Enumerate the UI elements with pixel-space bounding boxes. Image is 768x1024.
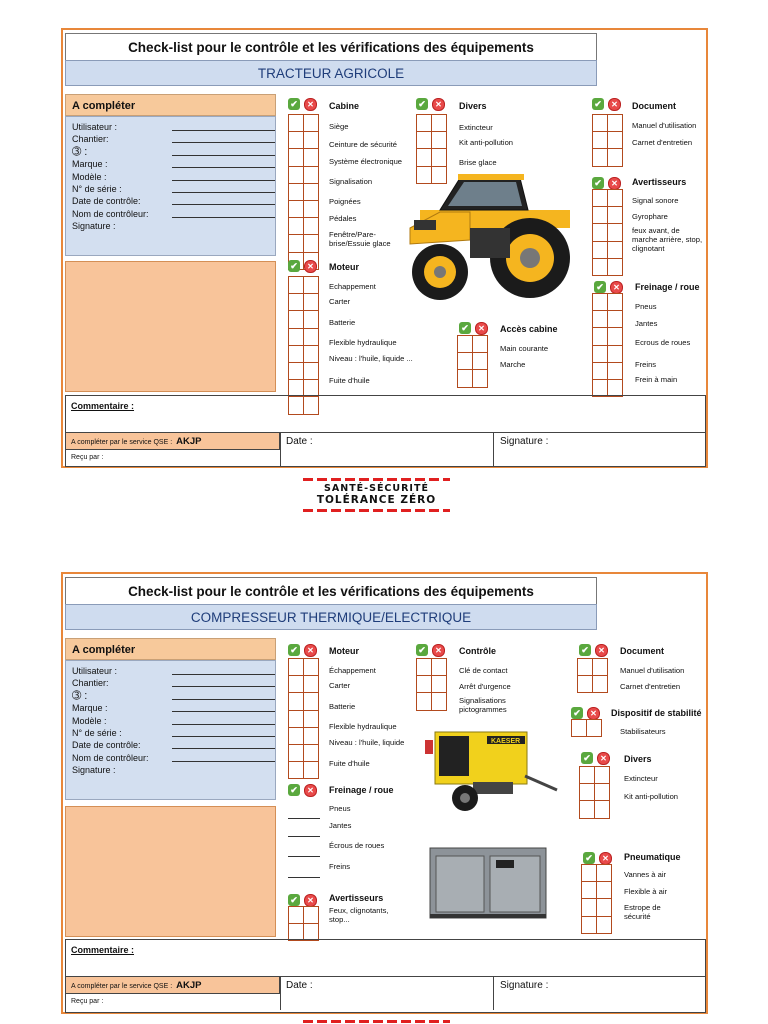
logo-line1: SANTÉ-SÉCURITÉ bbox=[324, 483, 429, 494]
field-modele[interactable]: Modèle : bbox=[72, 715, 275, 727]
freinage-item: Frein à main bbox=[635, 375, 678, 384]
cabine-item: Pédales bbox=[329, 214, 357, 223]
field-circled-3[interactable]: ➂ : bbox=[72, 146, 275, 158]
freinage-line[interactable] bbox=[288, 836, 320, 837]
moteur-item: Batterie bbox=[329, 702, 356, 711]
moteur-ok-nok bbox=[288, 260, 317, 273]
field-chantier[interactable]: Chantier: bbox=[72, 677, 275, 689]
moteur-item: Echappement bbox=[329, 282, 376, 291]
divers-item: Brise glace bbox=[459, 158, 497, 167]
document-title: Document bbox=[620, 646, 665, 656]
check-icon: ✔ bbox=[592, 98, 604, 110]
form-title: Check-list pour le contrôle et les vérifications des équipements bbox=[65, 577, 597, 605]
document-grid[interactable] bbox=[592, 114, 623, 167]
check-icon: ✔ bbox=[416, 644, 428, 656]
avertisseurs-title: Avertisseurs bbox=[329, 893, 384, 903]
date-label[interactable]: Date : bbox=[286, 980, 313, 991]
divers-item: Kit anti-pollution bbox=[624, 792, 679, 801]
freinage-item: Pneus bbox=[329, 804, 351, 813]
avertisseurs-title: Avertisseurs bbox=[632, 177, 687, 187]
form-title: Check-list pour le contrôle et les vérifications des équipements bbox=[65, 33, 597, 61]
check-icon: ✔ bbox=[288, 260, 300, 272]
check-icon: ✔ bbox=[288, 98, 300, 110]
acces-item: Marche bbox=[500, 360, 526, 369]
field-date-controle[interactable]: Date de contrôle: bbox=[72, 739, 275, 751]
freinage-item: Écrous de roues bbox=[329, 841, 385, 850]
stabilite-grid[interactable] bbox=[571, 719, 602, 737]
divers-item: Extincteur bbox=[459, 123, 493, 132]
notes-area[interactable] bbox=[65, 806, 276, 937]
avertisseurs-item: Gyrophare bbox=[632, 212, 668, 221]
footer-row bbox=[65, 977, 706, 1013]
cross-icon: ✕ bbox=[304, 98, 317, 111]
comment-box[interactable] bbox=[65, 395, 706, 433]
qse-box: A compléter par le service QSE : AKJP bbox=[66, 433, 280, 450]
moteur-title: Moteur bbox=[329, 262, 359, 272]
stabilite-title: Dispositif de stabilité bbox=[611, 708, 702, 718]
pneumatique-item: Vannes à air bbox=[624, 870, 667, 879]
acces-ok-nok bbox=[459, 322, 488, 335]
moteur-title: Moteur bbox=[329, 646, 359, 656]
freinage-item: Jantes bbox=[635, 319, 658, 328]
moteur-item: Carter bbox=[329, 681, 351, 690]
cabine-ok-nok bbox=[288, 98, 317, 111]
field-serie[interactable]: N° de série : bbox=[72, 727, 275, 739]
date-label[interactable]: Date : bbox=[286, 436, 313, 447]
logo-dash-partial bbox=[303, 1020, 450, 1023]
field-circled-3[interactable]: ➂ : bbox=[72, 690, 275, 702]
freinage-item: Pneus bbox=[635, 302, 657, 311]
moteur-item: Fuite d'huile bbox=[329, 759, 370, 768]
cabine-item: Poignées bbox=[329, 197, 361, 206]
avertisseurs-item: Signal sonore bbox=[632, 196, 679, 205]
check-icon: ✔ bbox=[579, 644, 591, 656]
acces-grid[interactable] bbox=[457, 335, 488, 388]
signature-label[interactable]: Signature : bbox=[500, 980, 549, 991]
pneumatique-title: Pneumatique bbox=[624, 852, 681, 862]
comment-box[interactable] bbox=[65, 939, 706, 977]
cabine-item: Siège bbox=[329, 122, 349, 131]
comment-label: Commentaire : bbox=[71, 401, 135, 411]
footer-row bbox=[65, 433, 706, 467]
moteur-item: Niveau : l'huile, liquide ... bbox=[329, 354, 413, 363]
field-marque[interactable]: Marque : bbox=[72, 158, 275, 170]
recu-label: Reçu par : bbox=[71, 454, 104, 461]
info-fields bbox=[65, 116, 276, 256]
cross-icon: ✕ bbox=[599, 852, 612, 865]
compressor-illustration bbox=[426, 844, 550, 922]
check-icon: ✔ bbox=[416, 98, 428, 110]
field-nom-controleur[interactable]: Nom de contrôleur: bbox=[72, 208, 275, 220]
divers-item: Extincteur bbox=[624, 774, 658, 783]
divers-ok-nok bbox=[416, 98, 445, 111]
checklist-compresseur bbox=[61, 572, 708, 1014]
moteur-item: Batterie bbox=[329, 318, 356, 327]
cabine-item: Système électronique bbox=[329, 157, 403, 166]
controle-ok-nok bbox=[416, 644, 445, 657]
recu-label: Reçu par : bbox=[71, 998, 104, 1005]
tractor-illustration bbox=[400, 170, 578, 305]
freinage-item: Freins bbox=[635, 360, 657, 369]
divers-ok-nok bbox=[581, 752, 610, 765]
freinage-line[interactable] bbox=[288, 856, 320, 857]
divers-item: Kit anti-pollution bbox=[459, 138, 514, 147]
check-icon: ✔ bbox=[583, 852, 595, 864]
freinage-item: Ecrous de roues bbox=[635, 338, 691, 347]
freinage-title: Freinage / roue bbox=[329, 785, 394, 795]
check-icon: ✔ bbox=[571, 707, 583, 719]
avertisseurs-item: Feux, clignotants, stop... bbox=[329, 906, 389, 924]
pneumatique-item: Estrope de sécurité bbox=[624, 903, 661, 921]
form-subtitle: COMPRESSEUR THERMIQUE/ELECTRIQUE bbox=[65, 604, 597, 630]
cross-icon: ✕ bbox=[608, 98, 621, 111]
check-icon: ✔ bbox=[288, 644, 300, 656]
field-nom-controleur[interactable]: Nom de contrôleur: bbox=[72, 752, 275, 764]
freinage-line[interactable] bbox=[288, 877, 320, 878]
divers-grid[interactable] bbox=[579, 766, 610, 819]
moteur-item: Échappement bbox=[329, 666, 376, 675]
cabine-item: Ceinture de sécurité bbox=[329, 140, 397, 149]
moteur-ok-nok bbox=[288, 644, 317, 657]
avertisseurs-item: feux avant, de marche arrière, stop, clignotant bbox=[632, 226, 703, 253]
complete-header: A compléter bbox=[65, 94, 276, 116]
freinage-grid[interactable] bbox=[592, 293, 623, 397]
avertisseurs-grid[interactable] bbox=[288, 906, 319, 941]
sante-securite-logo bbox=[303, 476, 450, 514]
document-grid[interactable] bbox=[577, 658, 608, 693]
cross-icon: ✕ bbox=[610, 281, 623, 294]
pneumatique-item: Flexible à air bbox=[624, 887, 668, 896]
info-fields bbox=[65, 660, 276, 800]
moteur-grid[interactable] bbox=[288, 276, 319, 415]
document-item: Manuel d'utilisation bbox=[632, 121, 697, 130]
cabine-item: Signalisation bbox=[329, 177, 373, 186]
check-icon: ✔ bbox=[594, 281, 606, 293]
signature-label[interactable]: Signature : bbox=[500, 436, 549, 447]
avertisseurs-grid[interactable] bbox=[592, 189, 623, 276]
controle-title: Contrôle bbox=[459, 646, 496, 656]
pneumatique-grid[interactable] bbox=[581, 864, 612, 934]
moteur-item: Niveau : l'huile, liquide bbox=[329, 738, 405, 747]
document-item: Carnet d'entretien bbox=[620, 682, 681, 691]
document-item: Carnet d'entretien bbox=[632, 138, 693, 147]
moteur-item: Carter bbox=[329, 297, 351, 306]
field-utilisateur[interactable]: Utilisateur : bbox=[72, 665, 275, 677]
cross-icon: ✕ bbox=[304, 260, 317, 273]
logo-line2: TOLÉRANCE ZÉRO bbox=[316, 494, 437, 506]
freinage-ok-nok bbox=[288, 784, 317, 797]
qse-value: AKJP bbox=[176, 436, 202, 447]
acces-title: Accès cabine bbox=[500, 324, 558, 334]
svg-text:KAESER: KAESER bbox=[491, 738, 521, 745]
cross-icon: ✕ bbox=[608, 177, 621, 190]
cross-icon: ✕ bbox=[432, 98, 445, 111]
complete-header: A compléter bbox=[65, 638, 276, 660]
comment-label: Commentaire : bbox=[71, 945, 135, 955]
check-icon: ✔ bbox=[288, 784, 300, 796]
field-modele[interactable]: Modèle : bbox=[72, 171, 275, 183]
freinage-item: Jantes bbox=[329, 821, 352, 830]
acces-item: Main courante bbox=[500, 344, 549, 353]
check-icon: ✔ bbox=[581, 752, 593, 764]
cabine-title: Cabine bbox=[329, 101, 360, 111]
divers-title: Divers bbox=[624, 754, 652, 764]
field-signature[interactable]: Signature : bbox=[72, 765, 116, 776]
qse-value: AKJP bbox=[176, 980, 202, 991]
cross-icon: ✕ bbox=[304, 784, 317, 797]
field-date-controle[interactable]: Date de contrôle: bbox=[72, 195, 275, 207]
moteur-item: Flexible hydraulique bbox=[329, 338, 397, 347]
controle-item: Signalisations pictogrammes bbox=[459, 696, 507, 714]
controle-item: Arrêt d'urgence bbox=[459, 682, 511, 691]
cross-icon: ✕ bbox=[595, 644, 608, 657]
check-icon: ✔ bbox=[592, 177, 604, 189]
moteur-grid[interactable] bbox=[288, 658, 319, 779]
freinage-title: Freinage / roue bbox=[635, 282, 700, 292]
document-ok-nok bbox=[579, 644, 608, 657]
cabine-item: Fenêtre/Pare-brise/Essuie glace bbox=[329, 230, 391, 248]
cross-icon: ✕ bbox=[432, 644, 445, 657]
document-ok-nok bbox=[592, 98, 621, 111]
document-item: Manuel d'utilisation bbox=[620, 666, 685, 675]
field-utilisateur[interactable]: Utilisateur : bbox=[72, 121, 275, 133]
qse-box: A compléter par le service QSE : AKJP bbox=[66, 977, 280, 994]
freinage-line[interactable] bbox=[288, 818, 320, 819]
divers-title: Divers bbox=[459, 101, 487, 111]
field-serie[interactable]: N° de série : bbox=[72, 183, 275, 195]
controle-grid[interactable] bbox=[416, 658, 447, 711]
field-marque[interactable]: Marque : bbox=[72, 702, 275, 714]
cabine-grid[interactable] bbox=[288, 114, 319, 270]
field-signature[interactable]: Signature : bbox=[72, 221, 116, 232]
cross-icon: ✕ bbox=[475, 322, 488, 335]
field-chantier[interactable]: Chantier: bbox=[72, 133, 275, 145]
notes-area[interactable] bbox=[65, 261, 276, 392]
freinage-item: Freins bbox=[329, 862, 351, 871]
stabilite-item: Stabilisateurs bbox=[620, 727, 666, 736]
checklist-tracteur bbox=[61, 28, 708, 468]
cross-icon: ✕ bbox=[597, 752, 610, 765]
moteur-item: Flexible hydraulique bbox=[329, 722, 397, 731]
compressor-illustration bbox=[425, 726, 560, 818]
cross-icon: ✕ bbox=[587, 707, 600, 720]
cross-icon: ✕ bbox=[304, 894, 317, 907]
moteur-item: Fuite d'huile bbox=[329, 376, 370, 385]
check-icon: ✔ bbox=[459, 322, 471, 334]
document-title: Document bbox=[632, 101, 677, 111]
form-subtitle: TRACTEUR AGRICOLE bbox=[65, 60, 597, 86]
cross-icon: ✕ bbox=[304, 644, 317, 657]
controle-item: Clé de contact bbox=[459, 666, 508, 675]
check-icon: ✔ bbox=[288, 894, 300, 906]
